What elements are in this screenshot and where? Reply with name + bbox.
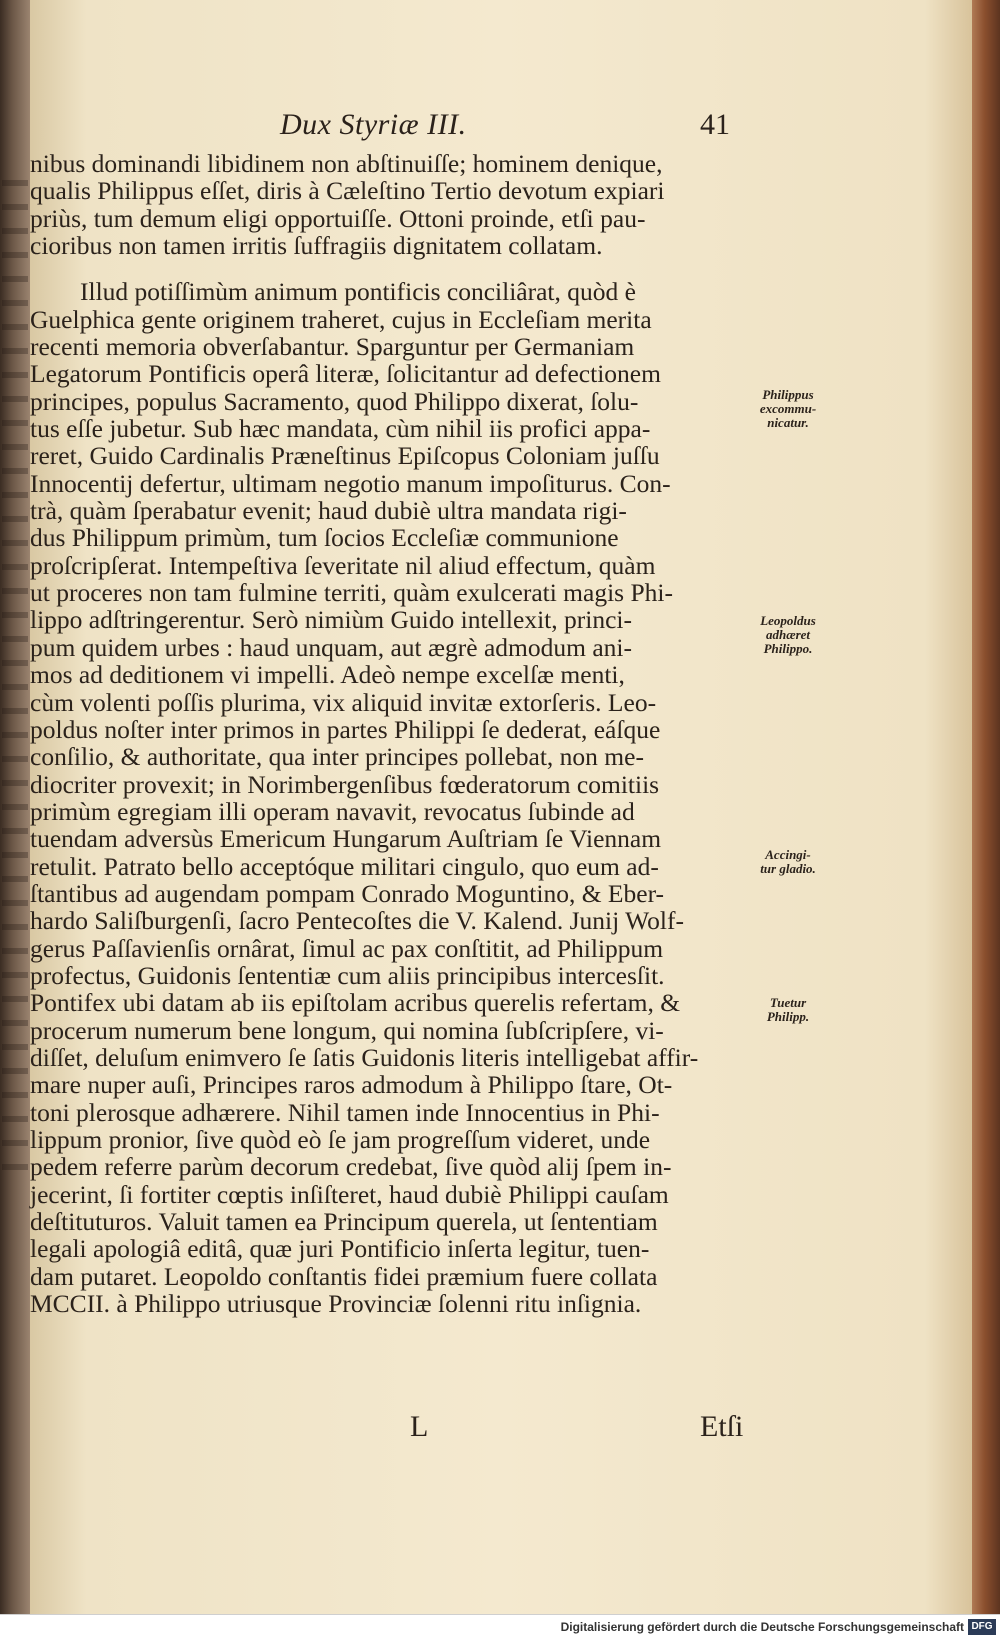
text-line: trà, quàm ſperabatur evenit; haud dubiè ultra mandata rigi-	[30, 496, 627, 525]
text-line: Legatorum Pontificis operâ literæ, ſolicitantur ad defectionem	[30, 359, 661, 388]
text-line: nibus dominandi libidinem non abſtinuiſſe; hominem denique,	[30, 149, 663, 178]
text-line: gerus Paſſavienſis ornârat, ſimul ac pax conſtitit, ad Philippum	[30, 934, 664, 963]
marginal-note-sword	[752, 848, 824, 876]
funding-credit: Digitalisierung gefördert durch die Deutsche Forschungsgemeinschaft	[560, 1620, 964, 1634]
text-line: ut proceres non tam fulmine territi, quàm exulcerati magis Phi-	[30, 578, 673, 607]
text-line: hardo Saliſburgenſi, ſacro Pentecoſtes die V. Kalend. Junij Wolf-	[30, 906, 684, 935]
marginal-note-defends	[752, 996, 824, 1024]
text-line: Guelphica gente originem traheret, cujus in Eccleſiam merita	[30, 305, 652, 334]
text-line: profectus, Guidonis ſententiæ cum aliis principibus intercesſit.	[30, 961, 665, 990]
text-line: procerum numerum bene longum, qui nomina ſubſcripſere, vi-	[30, 1016, 664, 1045]
text-line: tuendam adversùs Emericum Hungarum Auſtriam ſe Viennam	[30, 824, 662, 853]
note-line: Philipp.	[766, 1009, 810, 1024]
text-line: jecerint, ſi fortiter cœptis inſiſteret, haud dubiè Philippi cauſam	[30, 1180, 669, 1209]
text-line: poldus noſter inter primos in partes Philippi ſe dederat, eáſque	[30, 715, 661, 744]
text-line: reret, Guido Cardinalis Præneſtinus Epiſcopus Coloniam juſſu	[30, 441, 660, 470]
note-line: tur gladio.	[760, 861, 816, 876]
text-line: toni plerosque adhærere. Nihil tamen inde Innocentius in Phi-	[30, 1098, 660, 1127]
text-line: Pontifex ubi datam ab iis epiſtolam acribus querelis refertam, &	[30, 988, 681, 1017]
book-page	[30, 0, 972, 1614]
text-line: MCCII. à Philippo utriusque Provinciæ ſolenni ritu inſignia.	[30, 1289, 642, 1318]
note-line: adhæret	[765, 627, 811, 642]
facing-page-text	[2, 180, 28, 1180]
text-line: pedem referre parùm decorum credebat, ſive quòd alij ſpem in-	[30, 1152, 672, 1181]
text-line: ſtantibus ad augendam pompam Conrado Moguntino, & Eber-	[30, 879, 665, 908]
page-number: 41	[700, 108, 730, 141]
text-line: qualis Philippus eſſet, diris à Cæleſtino Tertio devotum expiari	[30, 176, 665, 205]
text-line: diocriter provexit; in Norimbergenſibus fœderatorum comitiis	[30, 770, 660, 799]
funding-bar	[0, 1614, 1000, 1641]
text-line: conſilio, & authoritate, qua inter principes pollebat, non me-	[30, 742, 644, 771]
text-line: lippum pronior, ſive quòd eò ſe jam progreſſum videret, unde	[30, 1125, 651, 1154]
text-line: legali apologiâ editâ, quæ juri Pontificio inſerta legitur, tuen-	[30, 1234, 650, 1263]
text-line: dus Philippum primùm, tum ſocios Eccleſiæ communione	[30, 523, 619, 552]
text-line: principes, populus Sacramento, quod Philippo dixerat, ſolu-	[30, 387, 639, 416]
text-line: mos ad deditionem vi impelli. Adeò nempe excelſæ menti,	[30, 660, 625, 689]
text-line: Innocentij defertur, ultimam negotio manum impoſiturus. Con-	[30, 469, 671, 498]
note-line: Philippus	[762, 387, 814, 402]
running-head: Dux Styriæ III.	[280, 108, 467, 141]
catchword: Etſi	[700, 1410, 744, 1443]
note-line: Tuetur	[769, 995, 807, 1010]
text-line: pum quidem urbes : haud unquam, aut ægrè admodum ani-	[30, 633, 632, 662]
signature-mark: L	[410, 1410, 429, 1443]
text-line: recenti memoria obverſabantur. Sparguntur per Germaniam	[30, 332, 635, 361]
text-line: Illud potiſſimùm animum pontificis conciliârat, quòd è	[80, 277, 636, 306]
note-line: Philippo.	[763, 641, 813, 656]
dfg-logo: DFG	[968, 1619, 996, 1635]
text-line: proſcripſerat. Intempeſtiva ſeveritate nil aliud effectum, quàm	[30, 551, 656, 580]
text-line: cùm volenti poſſis plurima, vix aliquid invitæ extorſeris. Leo-	[30, 688, 657, 717]
text-line: lippo adſtringerentur. Serò nimiùm Guido intellexit, princi-	[30, 605, 632, 634]
text-line: cioribus non tamen irritis ſuffragiis dignitatem collatam.	[30, 231, 603, 260]
page-edge	[972, 0, 1000, 1614]
note-line: nicatur.	[767, 415, 809, 430]
book-spine	[0, 0, 30, 1614]
text-line: mare nuper auſi, Principes raros admodum à Philippo ſtare, Ot-	[30, 1070, 673, 1099]
text-line: deſtituturos. Valuit tamen ea Principum querela, ut ſententiam	[30, 1207, 658, 1236]
note-line: Accingi-	[765, 847, 811, 862]
note-line: Leopoldus	[760, 613, 816, 628]
text-line: retulit. Patrato bello acceptóque militari cingulo, quo eum ad-	[30, 852, 659, 881]
note-line: excommu-	[759, 401, 817, 416]
text-line: primùm egregiam illi operam navavit, revocatus ſubinde ad	[30, 797, 635, 826]
text-line: diſſet, deluſum enimvero ſe ſatis Guidonis literis intelligebat affir-	[30, 1043, 699, 1072]
text-line: dam putaret. Leopoldo conſtantis fidei præmium fuere collata	[30, 1262, 658, 1291]
text-line: priùs, tum demum eligi opportuiſſe. Ottoni proinde, etſi pau-	[30, 204, 646, 233]
marginal-note-leopold	[752, 614, 824, 656]
marginal-note-excommunication	[752, 388, 824, 430]
text-line: tus eſſe jubetur. Sub hæc mandata, cùm nihil iis profici appa-	[30, 414, 651, 443]
